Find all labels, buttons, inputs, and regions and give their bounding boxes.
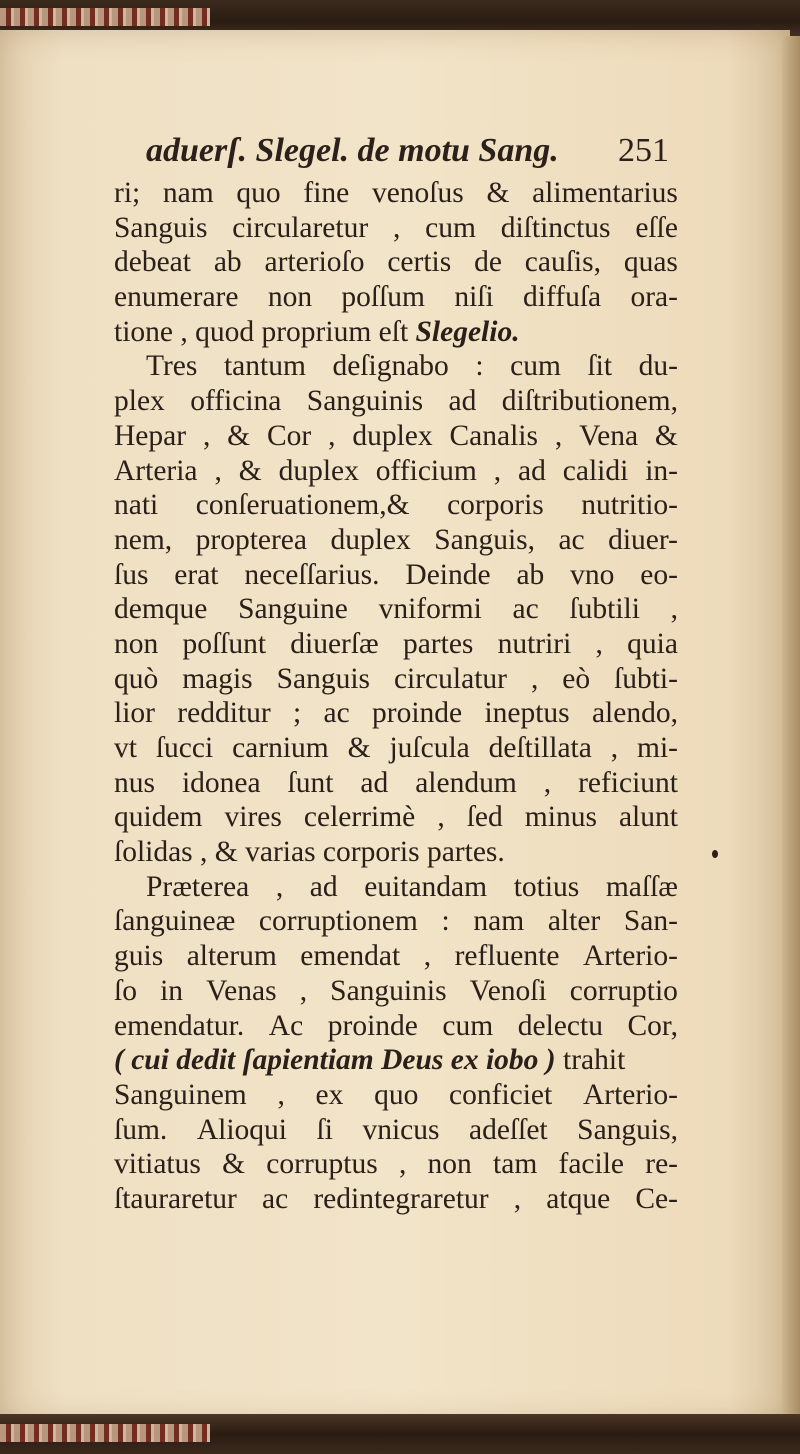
word: Sanguis, [434, 523, 536, 556]
text-line [114, 731, 678, 766]
word: officium [375, 454, 477, 487]
word: ac [558, 523, 585, 556]
text-line [114, 1043, 678, 1078]
word: quia [627, 627, 678, 660]
word: certis [387, 246, 452, 279]
text-line [114, 419, 678, 454]
text-line [114, 627, 678, 662]
word: , [493, 454, 502, 487]
word: in- [645, 454, 678, 487]
text-line [114, 766, 678, 801]
text-line [114, 315, 678, 350]
text-line [114, 1182, 678, 1217]
word: , [437, 801, 445, 834]
word: emendat [300, 940, 401, 973]
word: diuer- [608, 523, 678, 556]
word: ad [360, 766, 389, 799]
word: Venas [206, 974, 277, 1007]
word: Sanguinis [306, 385, 424, 418]
word: nutritio- [581, 489, 678, 522]
word: ab [516, 558, 545, 591]
word: quo [236, 177, 281, 209]
word: Arteria [114, 454, 198, 487]
word: Sanguine [238, 593, 348, 626]
word: ſed [466, 801, 503, 834]
word: Sanguinem [114, 1078, 247, 1111]
word: ſubti- [614, 662, 678, 695]
word: ex [315, 1078, 344, 1111]
word: Hepar [114, 419, 187, 452]
word: diſtributionem, [501, 385, 678, 418]
word: , [610, 732, 619, 764]
word: ora- [630, 281, 678, 314]
word: Ce- [635, 1182, 678, 1215]
word: : [475, 350, 484, 383]
word: & [238, 454, 262, 487]
word: mi- [637, 732, 678, 764]
word: vniformi [378, 593, 482, 626]
word: deſignabo [332, 350, 449, 383]
word: , [328, 419, 336, 452]
word: deſtillata [488, 732, 592, 764]
word: propterea [195, 523, 307, 556]
word: Sanguis, [577, 1113, 678, 1146]
word: alterum [186, 940, 277, 973]
text-line [114, 870, 678, 905]
word: Canalis [449, 419, 538, 452]
text-line [114, 558, 678, 593]
word: ſubtili [569, 593, 640, 626]
word: ſi [316, 1113, 333, 1146]
word: circularetur [232, 211, 369, 244]
word: quidem [114, 801, 203, 834]
word: ſit [587, 350, 613, 383]
word: refluente [454, 940, 560, 973]
word: neceſſarius. [244, 558, 380, 591]
word: , [398, 1148, 407, 1181]
word: conſeruationem,& [195, 489, 410, 522]
word: non [267, 281, 313, 314]
word: delectu [517, 1009, 603, 1042]
word: Arterio- [582, 940, 678, 973]
word: venoſus [371, 177, 464, 209]
word: circulatur [393, 662, 507, 695]
word: , [595, 627, 603, 660]
word: cum [425, 211, 476, 244]
word: San- [623, 905, 678, 938]
word: cum [442, 1009, 494, 1042]
word: alter [547, 905, 601, 938]
word: , [670, 593, 678, 626]
word: debeat [114, 246, 191, 279]
word: Tres [146, 350, 198, 383]
word: ſo [114, 974, 137, 1007]
word: nutriri [497, 627, 572, 660]
word: & [654, 419, 678, 452]
word: idonea [181, 766, 261, 799]
word: alimentarius [532, 177, 678, 209]
word: diſtinctus [500, 211, 611, 244]
word: tam [493, 1148, 538, 1181]
word: in [160, 974, 184, 1007]
word: ſum. [114, 1113, 168, 1146]
text-line [114, 904, 678, 939]
word: redditur [177, 697, 271, 730]
word: minus [524, 801, 597, 834]
word: Sanguinis [330, 974, 447, 1007]
word: nem, [114, 523, 173, 556]
word: ſtauraretur [114, 1182, 237, 1215]
word: , [513, 1182, 522, 1215]
italic-quote: ( cui dedit ſapientiam Deus ex iobo ) [114, 1044, 556, 1077]
text-line: ſolidas , & varias corporis partes. [114, 836, 505, 869]
text-line [114, 488, 678, 523]
text-line [114, 1113, 678, 1148]
word: diuerſæ [290, 627, 379, 660]
word: ſunt [287, 766, 334, 799]
word: atque [546, 1182, 611, 1215]
word: ac [323, 697, 350, 730]
word: nam [473, 905, 525, 938]
word: , [392, 211, 401, 244]
word: redintegraretur [313, 1182, 489, 1215]
word: vires [224, 801, 282, 834]
word: enumerare [114, 281, 239, 314]
text-line [114, 211, 678, 246]
word: Sanguis [114, 211, 208, 244]
text-line [114, 245, 678, 280]
headband-bottom [0, 1424, 210, 1442]
word: , [554, 419, 563, 452]
text-line [114, 349, 678, 384]
word: tantum [223, 350, 306, 383]
word: vnicus [362, 1113, 440, 1146]
word: , [530, 662, 539, 695]
word: corruptio [569, 974, 678, 1007]
text-line [114, 176, 678, 211]
word: quò [114, 662, 159, 695]
word: ab [213, 246, 242, 279]
word: partes [402, 627, 474, 660]
word: ; [292, 697, 302, 730]
word: niſi [454, 281, 494, 314]
word: totius [513, 870, 580, 903]
word: vno [570, 558, 615, 591]
word: nam [162, 177, 214, 209]
word: adeſſet [469, 1113, 548, 1146]
word: Arterio- [582, 1078, 678, 1111]
page-edge [782, 36, 800, 1416]
italic-name: Slegelio. [415, 315, 520, 348]
word: corruptus [266, 1148, 378, 1181]
text-line [114, 696, 678, 731]
word: ineptus [484, 697, 570, 730]
word: eò [562, 662, 591, 695]
word: Præterea [146, 870, 250, 903]
word: calidi [562, 454, 629, 487]
word: demque [114, 593, 208, 626]
word: carnium [232, 732, 329, 764]
word: ri; [114, 177, 141, 209]
word: : [441, 905, 450, 938]
word: , [277, 1078, 285, 1111]
word: non [427, 1148, 472, 1181]
word: duplex [352, 419, 433, 452]
word: diffuſa [523, 281, 602, 314]
word: magis [182, 662, 253, 695]
word: proinde [327, 1009, 418, 1042]
text-line [114, 662, 678, 697]
word: officina [190, 385, 282, 418]
word: ad [518, 454, 546, 487]
word: emendatur. [114, 1009, 245, 1042]
word: poſſunt [182, 627, 267, 660]
word: du- [638, 350, 678, 383]
word: conficiet [449, 1078, 553, 1111]
word: , [202, 419, 211, 452]
word: reficiunt [578, 766, 678, 799]
word: vitiatus [114, 1148, 201, 1181]
word: cum [510, 350, 561, 383]
text-span: trahit [555, 1044, 626, 1077]
word: re- [645, 1148, 678, 1181]
word: alendo, [591, 697, 678, 730]
word: quas [623, 246, 678, 279]
word: proinde [372, 697, 463, 730]
word: vt [114, 732, 137, 764]
word: ad [448, 385, 477, 418]
word: erat [174, 558, 219, 591]
word: Ac [268, 1009, 304, 1042]
word: celerrimè [303, 801, 416, 834]
word: ad [309, 870, 338, 903]
word: ac [262, 1182, 289, 1215]
word: cauſis, [524, 246, 601, 279]
text-line [114, 974, 678, 1009]
running-head: aduerſ. Slegel. de motu Sang. [146, 132, 559, 169]
word: Deinde [405, 558, 491, 591]
word: facile [558, 1148, 625, 1181]
page-number: 251 [618, 132, 669, 169]
word: fine [303, 177, 350, 209]
word: eo- [640, 558, 678, 591]
word: quo [374, 1078, 419, 1111]
text-line [114, 1009, 678, 1044]
word: eſſe [635, 211, 678, 244]
text-line [114, 592, 678, 627]
word: , [423, 940, 432, 973]
word: Venoſi [469, 974, 547, 1007]
word: nus [114, 766, 155, 799]
word: Cor [266, 419, 312, 452]
text-span: tione , quod proprium eſt [114, 315, 416, 348]
word: & [347, 732, 371, 764]
word: nati [114, 489, 159, 522]
word: ac [512, 593, 539, 626]
word: , [543, 766, 552, 799]
word: corporis [447, 489, 544, 522]
word: euitandam [364, 870, 488, 903]
word: corruptionem [258, 905, 418, 938]
text-line [114, 1078, 678, 1113]
word: duplex [330, 523, 411, 556]
word: maſſæ [605, 870, 678, 903]
word: alunt [618, 801, 678, 834]
text-block [114, 176, 678, 1217]
word: , [275, 870, 284, 903]
word: poſſum [341, 281, 425, 314]
word: Cor, [627, 1009, 678, 1042]
word: alendum [415, 766, 517, 799]
word: ſucci [155, 732, 214, 764]
word: juſcula [389, 732, 470, 764]
headband-top [0, 8, 210, 26]
word: guis [114, 940, 164, 973]
word: arterioſo [264, 246, 365, 279]
word: & [486, 177, 510, 209]
word: lior [114, 697, 155, 730]
word: duplex [278, 454, 359, 487]
word: Vena [579, 419, 639, 452]
text-line [114, 384, 678, 419]
text-line [114, 1147, 678, 1182]
word: & [222, 1148, 246, 1181]
word: Sanguis [276, 662, 371, 695]
ink-spot [712, 850, 718, 858]
text-line [114, 454, 678, 489]
word: ſanguineæ [114, 905, 236, 938]
text-line [114, 939, 678, 974]
word: non [114, 627, 159, 660]
text-line [114, 280, 678, 315]
word: , [299, 974, 308, 1007]
text-line [114, 523, 678, 558]
word: & [227, 419, 251, 452]
word: , [214, 454, 222, 487]
text-line [114, 800, 678, 835]
word: Alioqui [196, 1113, 287, 1146]
word: ſus [114, 558, 149, 591]
word: de [474, 246, 502, 279]
word: plex [114, 385, 165, 418]
